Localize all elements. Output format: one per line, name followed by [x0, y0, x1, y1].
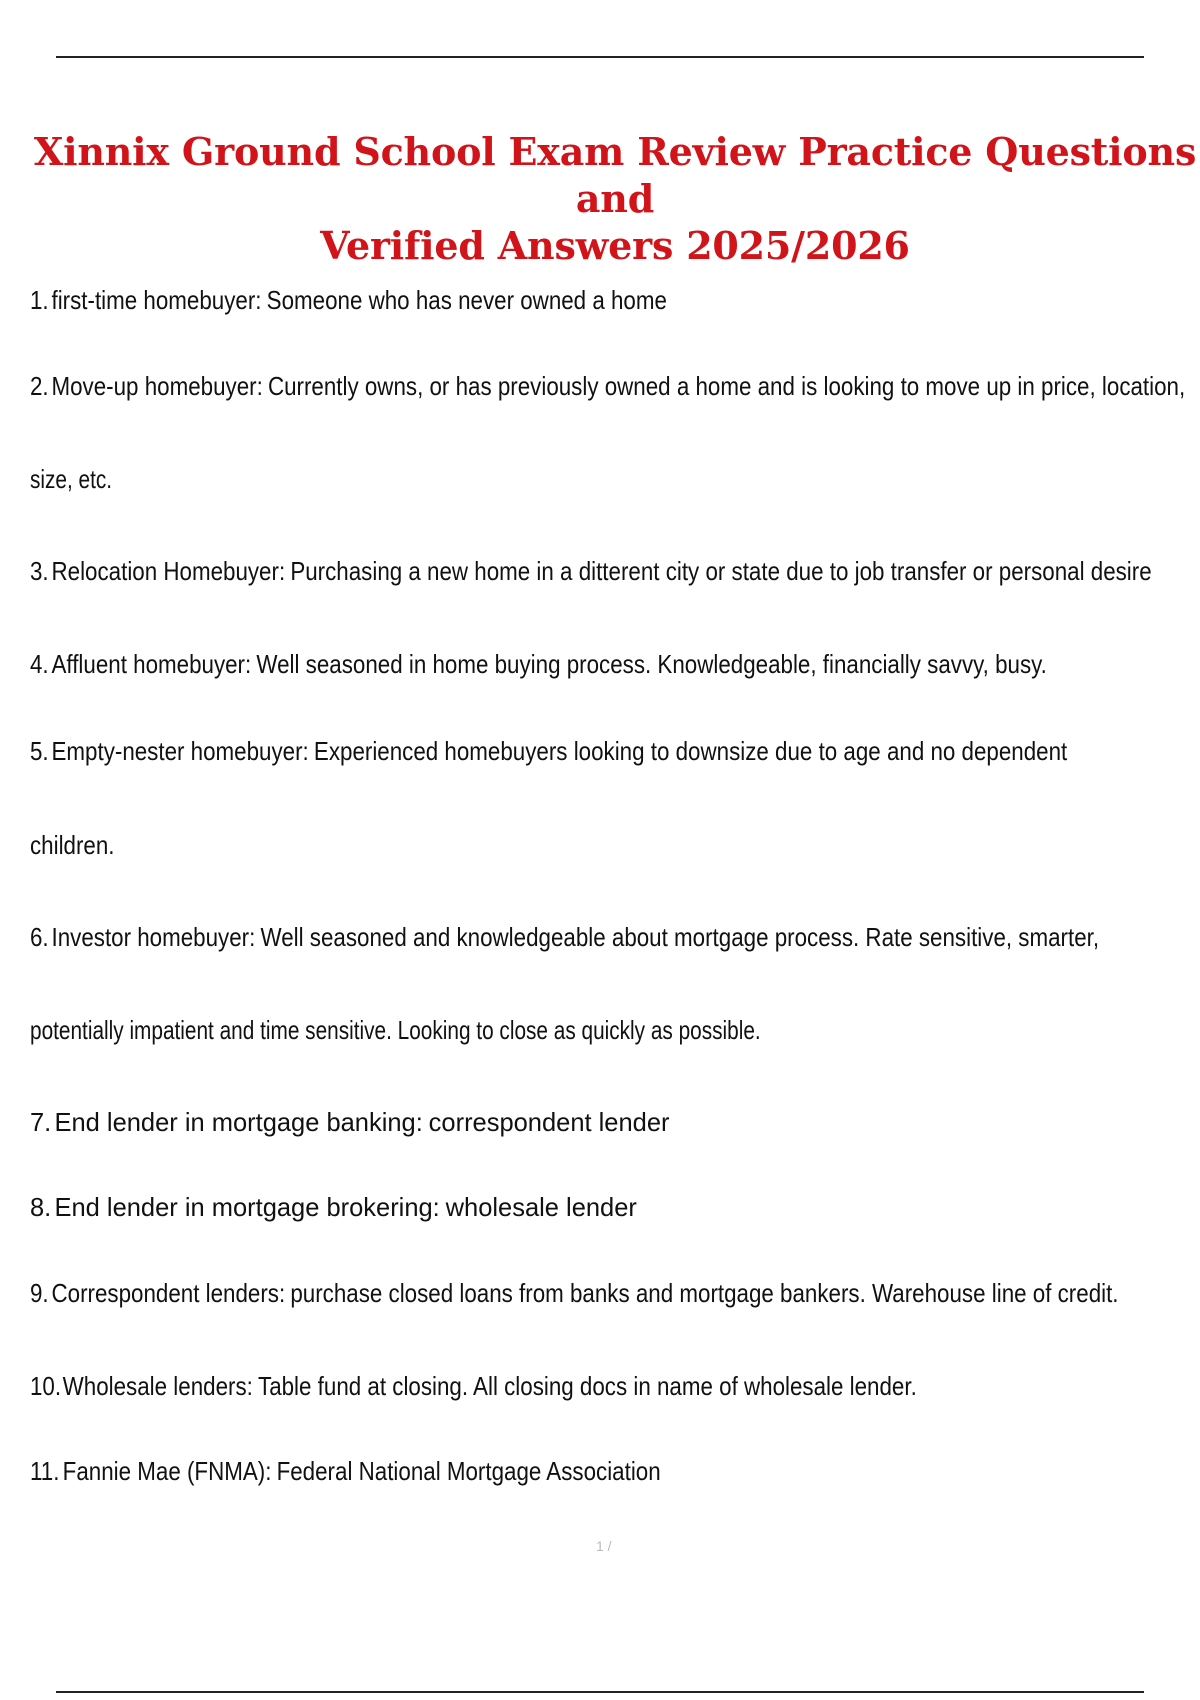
item-number: 5.	[30, 736, 49, 766]
top-rule	[56, 56, 1144, 58]
qa-item-7	[30, 1107, 1177, 1137]
item-answer: Well seasoned in home buying process. Knowledgeable, financially savvy, busy.	[256, 649, 1047, 679]
item-number: 4.	[30, 649, 49, 679]
item-term: Wholesale lenders:	[62, 1371, 253, 1401]
item-number: 7.	[30, 1107, 52, 1137]
item-number: 11.	[30, 1456, 60, 1486]
item-number: 2.	[30, 371, 49, 401]
title-line-2: Verified Answers 2025/2026	[320, 223, 910, 268]
qa-item-5-continuation: children.	[30, 830, 115, 860]
item-answer: correspondent lender	[428, 1107, 670, 1137]
item-term: Move-up homebuyer:	[51, 371, 263, 401]
qa-item-3	[30, 556, 1152, 586]
item-term: End lender in mortgage banking:	[54, 1107, 423, 1137]
item-term: Investor homebuyer:	[51, 922, 256, 952]
item-term: first-time homebuyer:	[51, 285, 262, 315]
qa-item-8	[30, 1192, 1177, 1222]
qa-item-2-continuation: size, etc.	[30, 464, 113, 494]
item-answer: Currently owns, or has previously owned a home and is looking to move up in price, location,	[267, 371, 1186, 401]
document-title	[30, 128, 1200, 269]
item-term: Empty-nester homebuyer:	[51, 736, 309, 766]
qa-item-6-continuation: potentially impatient and time sensitive. Looking to close as quickly as possible.	[30, 1015, 761, 1045]
item-number: 6.	[30, 922, 49, 952]
item-answer: wholesale lender	[445, 1192, 637, 1222]
item-answer: Well seasoned and knowledgeable about mortgage process. Rate sensitive, smarter,	[260, 922, 1100, 952]
item-answer: Federal National Mortgage Association	[276, 1456, 661, 1486]
qa-item-5	[30, 736, 1068, 766]
item-term: Relocation Homebuyer:	[51, 556, 286, 586]
item-term: Fannie Mae (FNMA):	[62, 1456, 272, 1486]
qa-item-6	[30, 922, 1100, 952]
item-number: 3.	[30, 556, 49, 586]
item-number: 8.	[30, 1192, 52, 1222]
item-answer: Experienced homebuyers looking to downsize due to age and no dependent	[313, 736, 1068, 766]
bottom-rule	[56, 1691, 1144, 1693]
qa-item-2	[30, 371, 1186, 401]
qa-item-1	[30, 285, 1036, 315]
qa-item-4	[30, 649, 1047, 679]
qa-item-9	[30, 1278, 1119, 1308]
item-answer: Someone who has never owned a home	[266, 285, 667, 315]
title-line-1: Xinnix Ground School Exam Review Practice Questions and	[33, 129, 1197, 221]
qa-item-10	[30, 1371, 1036, 1401]
item-number: 10.	[30, 1371, 62, 1401]
item-term: Affluent homebuyer:	[51, 649, 252, 679]
item-term: Correspondent lenders:	[51, 1278, 286, 1308]
item-number: 1.	[30, 285, 49, 315]
page-number: 1 /	[596, 1538, 612, 1554]
item-answer: Purchasing a new home in a ditterent city or state due to job transfer or personal desire	[290, 556, 1152, 586]
item-number: 9.	[30, 1278, 49, 1308]
qa-item-11	[30, 1456, 1036, 1486]
item-answer: purchase closed loans from banks and mortgage bankers. Warehouse line of credit.	[290, 1278, 1119, 1308]
item-answer: Table fund at closing. All closing docs in name of wholesale lender.	[258, 1371, 917, 1401]
item-term: End lender in mortgage brokering:	[54, 1192, 440, 1222]
